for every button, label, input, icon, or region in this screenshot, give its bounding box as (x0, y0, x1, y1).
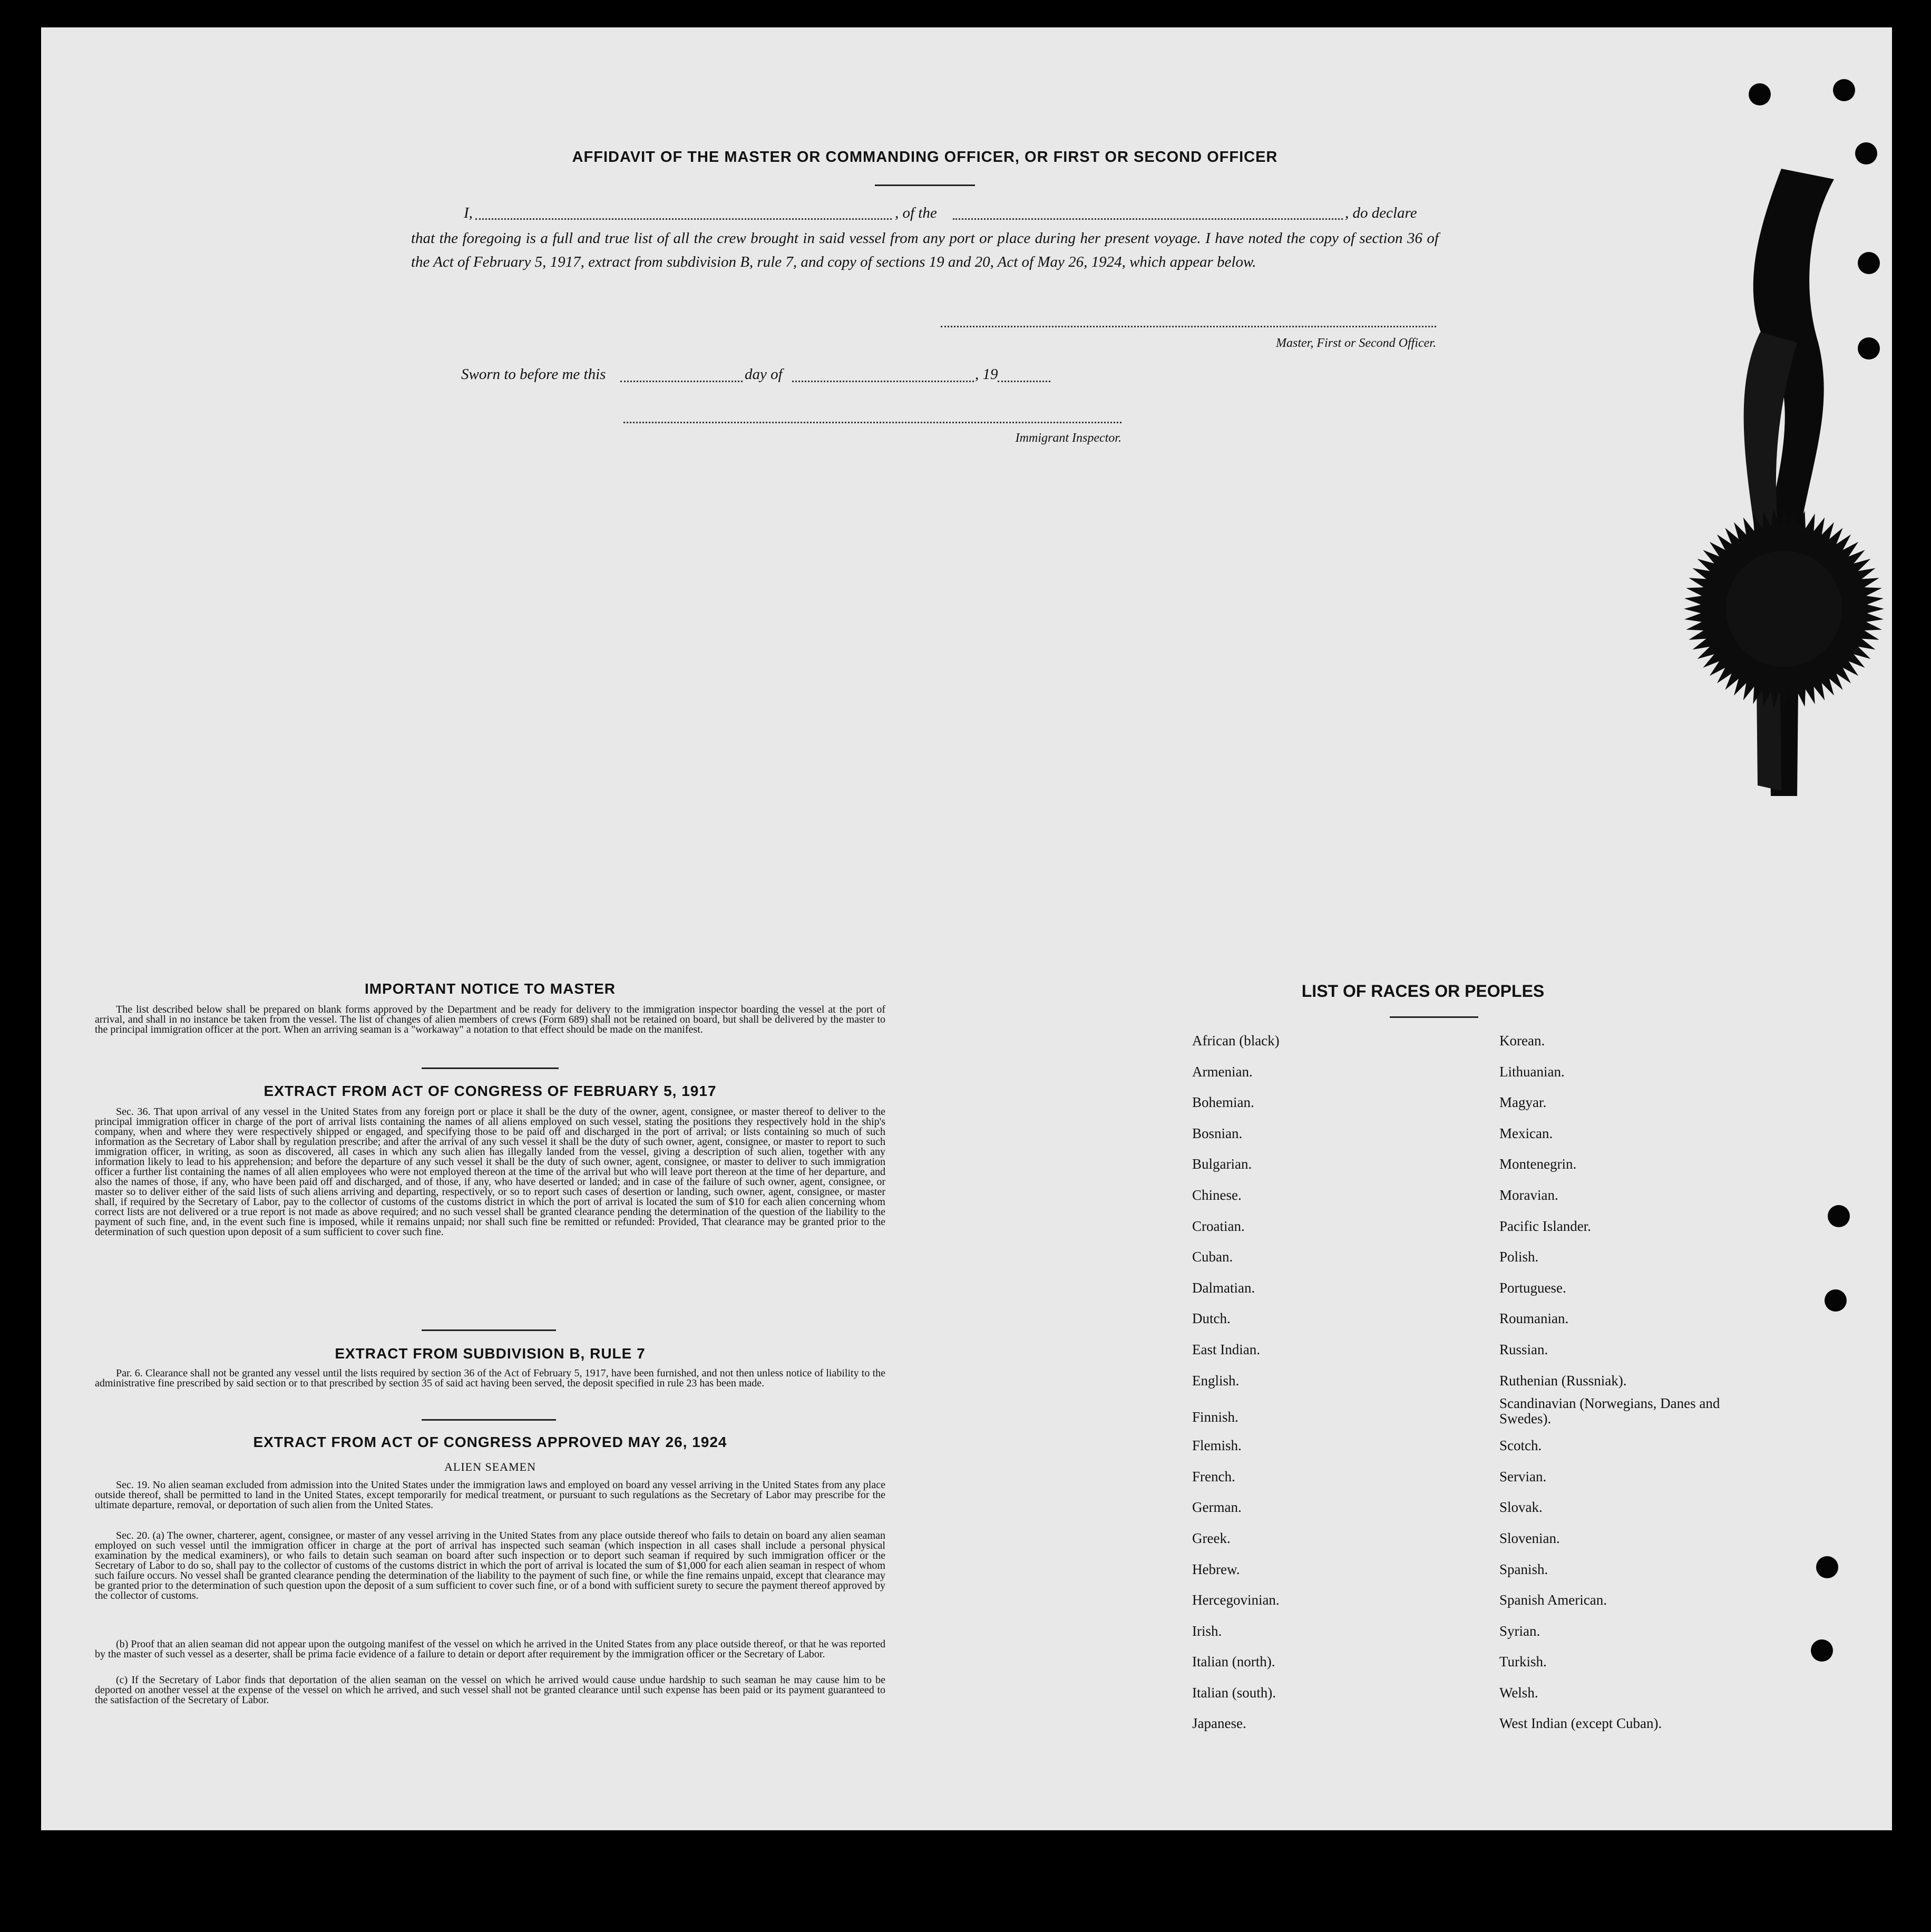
race-item: Mexican. (1499, 1125, 1553, 1141)
extract-1924-sec20a: Sec. 20. (a) The owner, charterer, agent, consignee, or master of any vessel arriving in the United States from any place outside thereof who fails to detain on board any alien seaman employed on such vessel until the immigration officer in charge at the port of arrival has inspected such seaman (which inspection in all cases shall include a personal physical examination by the medical examiners), or who fails to detain such seaman on board after such inspection or to deport such seaman if required by such immigration officer or the Secretary of Labor to do so, shall pay to the collector of customs of the customs district in which the port of arrival is located the sum of $1,000 for each alien seaman in respect of whom such failure occurs. No vessel shall be granted clearance pending the determination of the liability to the payment of such fine, or while the fine remains unpaid, except that clearance may be granted prior to the determination of such question upon the deposit of a sum sufficient to cover such fine, or of a bond with sufficient surety to secure the payment thereof approved by the collector of customs. (95, 1530, 885, 1601)
notice-title: IMPORTANT NOTICE TO MASTER (364, 980, 616, 997)
race-item: Greek. (1192, 1530, 1231, 1546)
binding-hole (1811, 1639, 1833, 1662)
race-item: Montenegrin. (1499, 1156, 1577, 1172)
race-item: Hercegovinian. (1192, 1592, 1280, 1608)
races-rule (1390, 1016, 1478, 1018)
sworn-day-field[interactable] (620, 381, 743, 382)
race-item: Cuban. (1192, 1249, 1233, 1265)
race-item: Slovak. (1499, 1499, 1543, 1516)
races-column-2 (1499, 1025, 1721, 1739)
race-item: Dalmatian. (1192, 1279, 1255, 1296)
inspector-signature-line[interactable] (623, 422, 1121, 423)
race-item: Flemish. (1192, 1438, 1242, 1454)
sworn-month-field[interactable] (792, 381, 974, 382)
subdivision-b-title: EXTRACT FROM SUBDIVISION B, RULE 7 (335, 1345, 646, 1362)
affidavit-statement: that the foregoing is a full and true list of all the crew brought in said vessel from any port or place during her present voyage. I have noted the copy of section 36 of the Act of February 5, 1917, extract from subdivision B, rule 7, and copy of sections 19 and 20, Act of May 26, 1924, which appear below. (411, 230, 1439, 270)
race-item: Spanish. (1499, 1561, 1548, 1577)
declarant-name-field[interactable] (475, 218, 892, 220)
race-item: Portuguese. (1499, 1279, 1566, 1296)
race-item: German. (1192, 1499, 1242, 1516)
race-item: Moravian. (1499, 1187, 1558, 1203)
binding-hole (1816, 1556, 1838, 1578)
race-item: Ruthenian (Russniak). (1499, 1372, 1627, 1389)
inspector-signature-label: Immigrant Inspector. (1015, 431, 1121, 445)
race-item: Pacific Islander. (1499, 1218, 1591, 1234)
race-item: Lithuanian. (1499, 1063, 1565, 1080)
race-item: Scandinavian (Norwegians, Danes and Swedes). (1499, 1395, 1720, 1427)
race-item: Armenian. (1192, 1063, 1253, 1080)
year-label: , 19 (975, 366, 998, 383)
race-item: Hebrew. (1192, 1561, 1240, 1577)
race-item: Polish. (1499, 1249, 1539, 1265)
race-item: Bosnian. (1192, 1125, 1243, 1141)
races-title: LIST OF RACES OR PEOPLES (1301, 982, 1545, 1001)
master-signature-label: Master, First or Second Officer. (1276, 336, 1436, 350)
extract-1924-title: EXTRACT FROM ACT OF CONGRESS APPROVED MAY 26, 1924 (253, 1434, 727, 1450)
race-item: Chinese. (1192, 1187, 1242, 1203)
binding-hole (1858, 337, 1880, 360)
race-item: East Indian. (1192, 1341, 1260, 1357)
binding-hole (1828, 1205, 1850, 1227)
race-item: African (black) (1192, 1033, 1280, 1048)
race-item: Bohemian. (1192, 1094, 1254, 1111)
subdivision-b-rule (422, 1419, 556, 1421)
binding-hole (1825, 1289, 1847, 1312)
race-item: Servian. (1499, 1468, 1547, 1484)
race-item: Italian (south). (1192, 1684, 1276, 1701)
race-item: Spanish American. (1499, 1592, 1607, 1608)
declarant-label: I, (464, 205, 473, 221)
sworn-line (461, 366, 1120, 385)
binding-hole (1833, 79, 1855, 101)
race-item: Roumanian. (1499, 1310, 1569, 1327)
race-item: Magyar. (1499, 1094, 1547, 1111)
vessel-name-field[interactable] (953, 218, 1343, 220)
race-item: Finnish. (1192, 1409, 1238, 1425)
notice-text: The list described below shall be prepared on blank forms approved by the Department and be ready for delivery to the immigration inspector boarding the vessel at the port of arrival, and shall in no instance be taken from the vessel. The list of changes of alien members of crews (Form 689) shall not be retained on board, but shall be delivered by the master to the principal immigration officer at the port. When an arriving seaman is a "workaway" a notation to that effect should be made on the manifest. (95, 1004, 885, 1035)
race-item: Japanese. (1192, 1715, 1246, 1732)
declarant-line (464, 205, 1439, 222)
race-item: Welsh. (1499, 1684, 1538, 1701)
seal-icon (1681, 506, 1887, 712)
declare-label: , do declare (1345, 205, 1417, 221)
race-item: Russian. (1499, 1341, 1548, 1357)
alien-seamen-subtitle: ALIEN SEAMEN (444, 1460, 536, 1473)
extract-1924-sec20b: (b) Proof that an alien seaman did not appear upon the outgoing manifest of the vessel on which he arrived in the United States from any place outside thereof, or that he was reported by the master of such vessel as a deserter, shall be prima facie evidence of a failure to detain or deport after requirement by the immigration officer or the Secretary of Labor. (95, 1638, 885, 1660)
master-signature-line[interactable] (941, 326, 1436, 327)
race-item: Korean. (1499, 1033, 1545, 1048)
race-item: Croatian. (1192, 1218, 1245, 1234)
extract-1917-text: Sec. 36. That upon arrival of any vessel in the United States from any foreign port or place it shall be the duty of the owner, agent, consignee, or master thereof to deliver to the principal immigration officer in charge of the port of arrival lists containing the names of all aliens employed on such vessel, stating the positions they respectively hold in the ship's company, when and where they were respectively shipped or engaged, and specifying those to be paid off and discharged in the port of arrival; or lists containing so much of such information as the Secretary of Labor shall by regulation prescribe; and after the arrival of any such vessel it shall be the duty of such owner, agent, consignee, or master to report to such immigration officer, in writing, as soon as discovered, all cases in which any such alien has illegally landed from the vessel, giving a description of such alien, together with any information likely to lead to his apprehension; and before the departure of any such vessel it shall be the duty of such owner, agent, consignee, or master to deliver to such immigration officer a further list containing the names of all alien employees who were not employed thereon at the time of the arrival but who will leave port thereon at the time of her departure, and also the names of those, if any, who have been paid off and discharged, and of those, if any, who have deserted or landed; and in case of the failure of such owner, agent, consignee, or master so to deliver either of the said lists of such aliens arriving and departing, respectively, or so to report such cases of desertion or landing, such owner, agent, consignee, or master shall, if required by the Secretary of Labor, pay to the collector of customs of the customs district in which the port of arrival is located the sum of $10 for each alien concerning whom correct lists are not delivered or a true report is not made as above required; and no such vessel shall be granted clearance pending the determination of the question of the liability to the payment of such fine, and, in the event such fine is imposed, while it remains unpaid; nor shall such fine be remitted or refunded: Provided, That clearance may be granted prior to the determination of such question upon deposit of a sum sufficient to cover such fine. (95, 1106, 885, 1238)
binding-hole (1749, 83, 1771, 105)
race-item: West Indian (except Cuban). (1499, 1715, 1662, 1732)
extract-1924-sec19: Sec. 19. No alien seaman excluded from admission into the United States under the immigration laws and employed on board any vessel arriving in the United States from any place outside thereof, shall be permitted to land in the United States, except temporarily for medical treatment, or pursuant to such regulations as the Secretary of Labor may prescribe for the ultimate departure, removal, or deportation of such alien from the United States. (95, 1479, 885, 1511)
races-column-1 (1192, 1025, 1487, 1739)
race-item: Syrian. (1499, 1623, 1540, 1639)
title-rule (875, 185, 975, 186)
extract-1917-rule (422, 1329, 556, 1331)
day-of-label: day of (745, 366, 783, 383)
sworn-year-field[interactable] (998, 381, 1050, 382)
binding-hole (1855, 142, 1877, 164)
binding-hole (1858, 252, 1880, 274)
vessel-label: , of the (895, 205, 937, 221)
race-item: English. (1192, 1372, 1240, 1389)
extract-1917-title: EXTRACT FROM ACT OF CONGRESS OF FEBRUARY 5, 1917 (264, 1083, 717, 1099)
race-item: Scotch. (1499, 1438, 1542, 1454)
race-item: Italian (north). (1192, 1654, 1275, 1670)
notice-rule (422, 1067, 559, 1069)
race-item: French. (1192, 1468, 1235, 1484)
sworn-label: Sworn to before me this (461, 366, 606, 383)
race-item: Turkish. (1499, 1654, 1547, 1670)
race-item: Irish. (1192, 1623, 1222, 1639)
race-item: Bulgarian. (1192, 1156, 1252, 1172)
race-item: Slovenian. (1499, 1530, 1560, 1546)
affidavit-title: AFFIDAVIT OF THE MASTER OR COMMANDING OFFICER, OR FIRST OR SECOND OFFICER (572, 149, 1278, 166)
race-item: Dutch. (1192, 1310, 1231, 1327)
subdivision-b-text: Par. 6. Clearance shall not be granted any vessel until the lists required by section 36 of the Act of February 5, 1917, have been furnished, and not then unless notice of liability to the administrative fine prescribed by said section or to that prescribed by section 35 of said act having been served, the deposit specified in rule 23 has been made. (95, 1367, 885, 1389)
extract-1924-sec20c: (c) If the Secretary of Labor finds that deportation of the alien seaman on the vessel on which he arrived would cause undue hardship to such seaman he may cause him to be deported on another vessel at the expense of the vessel on which he arrived, and such vessel shall not be granted clearance until such expense has been paid or its payment guaranteed to the satisfaction of the Secretary of Labor. (95, 1674, 885, 1706)
